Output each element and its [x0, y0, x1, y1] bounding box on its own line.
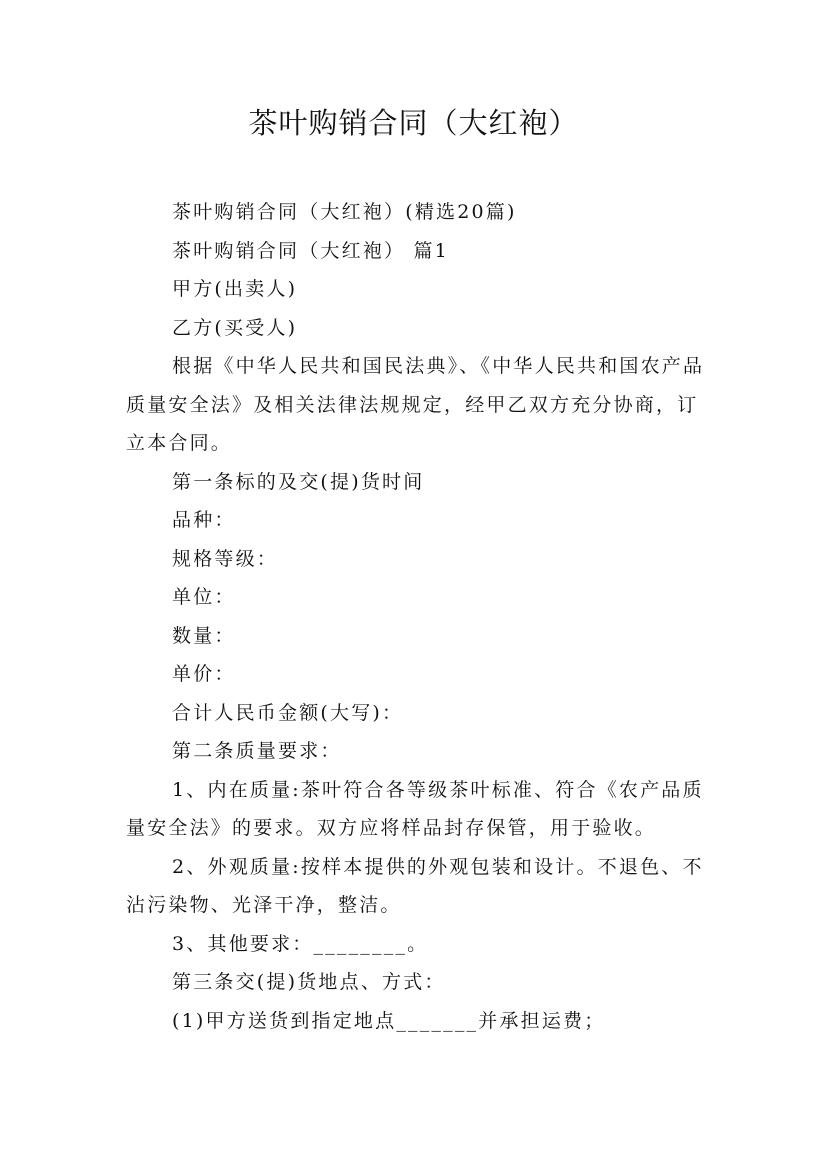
paragraph-unit: 单位： — [172, 586, 236, 608]
paragraph-party-b: 乙方(买受人) — [172, 316, 298, 339]
paragraph-article-1: 第一条标的及交(提)货时间 — [172, 470, 425, 493]
paragraph-preamble: 根据《中华人民共和国民法典》、《中华人民共和国农产品质量安全法》及相关法律法规规定，经甲乙双方充分协商，订立本合同。 — [126, 355, 705, 454]
document-title: 茶叶购销合同（大红袍） — [248, 106, 579, 140]
paragraph-section-heading: 茶叶购销合同（大红袍） 篇1 — [172, 239, 449, 262]
paragraph-delivery-method: (1)甲方送货到指定地点_______并承担运费； — [172, 1009, 606, 1032]
paragraph-quantity: 数量： — [172, 624, 236, 647]
paragraph-variety: 品种： — [172, 509, 236, 531]
paragraph-party-a: 甲方(出卖人) — [172, 278, 298, 300]
paragraph-internal-quality: 1、内在质量:茶叶符合各等级茶叶标准、符合《农产品质量安全法》的要求。双方应将样品封存保管，用于验收。 — [126, 778, 704, 839]
paragraph-article-2: 第二条质量要求： — [172, 740, 342, 762]
paragraph-other-requirements: 3、其他要求：________。 — [172, 932, 429, 955]
paragraph-total-amount: 合计人民币金额(大写)： — [172, 701, 404, 724]
document-body — [126, 193, 716, 1040]
paragraph-article-3: 第三条交(提)货地点、方式： — [172, 971, 446, 993]
paragraph-subtitle: 茶叶购销合同（大红袍）(精选20篇) — [172, 201, 517, 223]
paragraph-appearance-quality: 2、外观质量:按样本提供的外观包装和设计。不退色、不沾污染物、光泽干净，整洁。 — [126, 855, 704, 916]
paragraph-unit-price: 单价： — [172, 663, 236, 685]
paragraph-grade: 规格等级： — [172, 547, 279, 570]
